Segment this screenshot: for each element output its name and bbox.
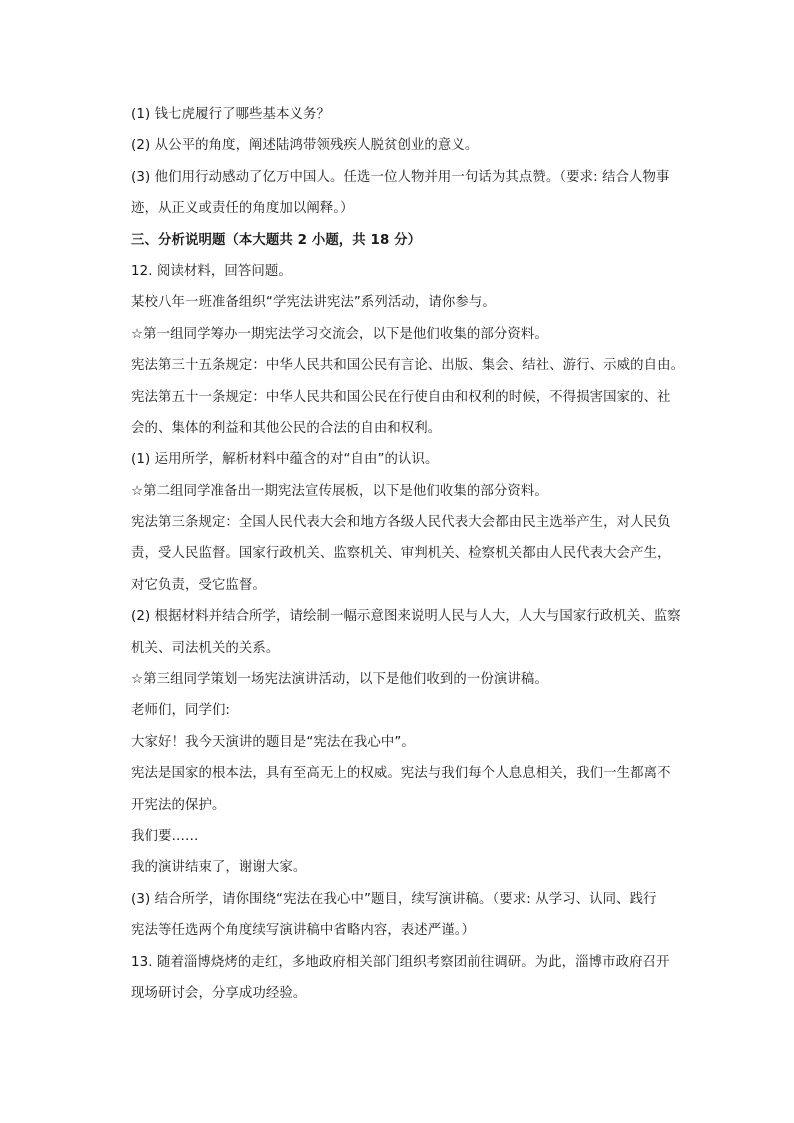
group-2-intro: ☆第二组同学准备出一期宪法宣传展板，以下是他们收集的部分资料。 bbox=[131, 483, 548, 499]
material-intro: 某校八年一班准备组织“学宪法讲宪法”系列活动，请你参与。 bbox=[131, 295, 496, 311]
question-11-part-3: (3) 他们用行动感动了亿万中国人。任选一位人物并用一句话为其点赞。（要求: 结合人物事 bbox=[131, 169, 670, 185]
question-12-stem: 12. 阅读材料，回答问题。 bbox=[131, 263, 292, 279]
question-11-part-3-continued: 迹，从正义或责任的角度加以阐释。） bbox=[131, 201, 354, 217]
speech-body-continued: 开宪法的保护。 bbox=[131, 797, 226, 813]
constitution-article-3-continued: 责，受人民监督。国家行政机关、监察机关、审判机关、检察机关都由人民代表大会产生， bbox=[131, 546, 671, 562]
question-11-part-1: (1) 钱七虎履行了哪些基本义务？ bbox=[131, 107, 331, 122]
question-11-part-2: (2) 从公平的角度，阐述陆鸿带领残疾人脱贫创业的意义。 bbox=[131, 138, 479, 154]
question-13-stem: 13. 随着淄博烧烤的走红，多地政府相关部门组织考察团前往调研。为此，淄博市政府召开 bbox=[131, 954, 670, 970]
group-1-intro: ☆第一组同学筹办一期宪法学习交流会，以下是他们收集的部分资料。 bbox=[131, 326, 548, 342]
constitution-article-51: 宪法第五十一条规定：中华人民共和国公民在行使自由和权利的时候，不得损害国家的、社 bbox=[131, 389, 671, 405]
question-12-part-3-continued: 宪法等任选两个角度续写演讲稿中省略内容，表述严谨。） bbox=[131, 923, 476, 939]
constitution-article-35: 宪法第三十五条规定：中华人民共和国公民有言论、出版、集会、结社、游行、示威的自由。 bbox=[131, 358, 685, 374]
speech-greeting: 老师们，同学们: bbox=[131, 703, 231, 719]
speech-title-line: 大家好！我今天演讲的题目是“宪法在我心中”。 bbox=[131, 734, 415, 750]
constitution-article-3: 宪法第三条规定：全国人民代表大会和地方各级人民代表大会都由民主选举产生，对人民负 bbox=[131, 515, 671, 531]
section-heading-analysis: 三、分析说明题（本大题共 2 小题，共 18 分） bbox=[131, 232, 422, 248]
question-12-part-2-continued: 机关、司法机关的关系。 bbox=[131, 640, 280, 656]
question-12-part-2: (2) 根据材料并结合所学，请绘制一幅示意图来说明人民与人大，人大与国家行政机关、监察 bbox=[131, 609, 681, 625]
speech-closing: 我的演讲结束了，谢谢大家。 bbox=[131, 860, 307, 876]
question-12-part-1: (1) 运用所学，解析材料中蕴含的对“自由”的认识。 bbox=[131, 452, 439, 468]
constitution-article-3-end: 对它负责，受它监督。 bbox=[131, 577, 266, 593]
speech-ellipsis: 我们要…… bbox=[131, 828, 199, 844]
question-13-stem-continued: 现场研讨会，分享成功经验。 bbox=[131, 985, 307, 1001]
question-12-part-3: (3) 结合所学，请你围绕“宪法在我心中”题目，续写演讲稿。（要求: 从学习、认同、践行 bbox=[131, 891, 657, 907]
group-3-intro: ☆第三组同学策划一场宪法演讲活动，以下是他们收到的一份演讲稿。 bbox=[131, 672, 548, 688]
speech-body: 宪法是国家的根本法，具有至高无上的权威。宪法与我们每个人息息相关，我们一生都离不 bbox=[131, 766, 671, 782]
document-body bbox=[131, 104, 711, 1014]
constitution-article-51-continued: 会的、集体的利益和其他公民的合法的自由和权利。 bbox=[131, 420, 442, 436]
